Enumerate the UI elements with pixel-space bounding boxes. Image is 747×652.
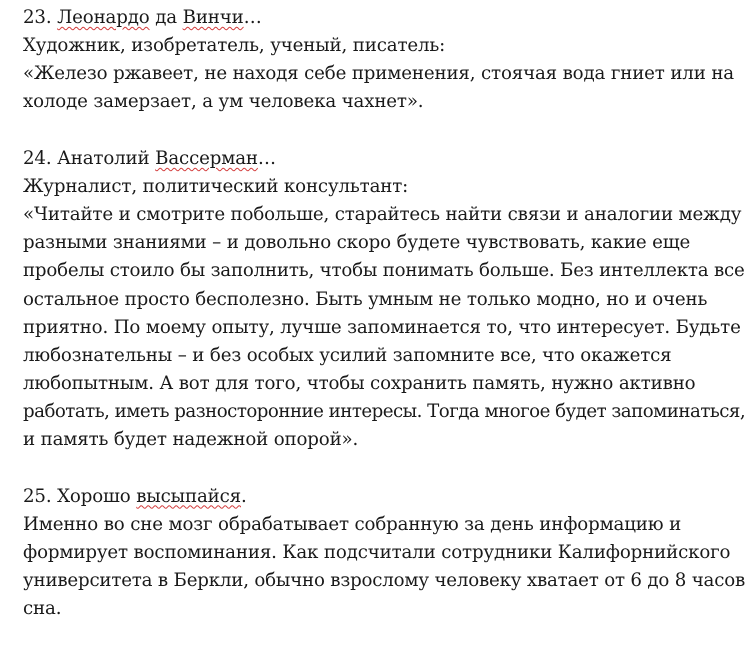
text-line: и память будет надежной опорой». xyxy=(23,429,359,451)
entry-number: 25. xyxy=(23,485,52,507)
document-body xyxy=(23,4,745,652)
entry-23 xyxy=(23,4,745,117)
text-line: приятно. По моему опыту, лучше запоминается то, что интересует. Будьте xyxy=(23,316,741,338)
spellcheck-word: высыпайся xyxy=(136,485,241,507)
text-line: любознательны – и без особых усилий запомните все, что окажется xyxy=(23,344,672,366)
text-line: сна. xyxy=(23,598,62,620)
entry-number: 23. xyxy=(23,7,52,28)
entry-role: Художник, изобретатель, ученый, писатель: xyxy=(23,35,446,57)
heading-word: Хорошо xyxy=(57,485,131,507)
spellcheck-word: Вассерман xyxy=(155,147,258,169)
heading-suffix: … xyxy=(257,147,276,169)
text-line: любопытным. А вот для того, чтобы сохранить память, нужно активно xyxy=(23,373,696,395)
entry-heading xyxy=(23,4,745,32)
text-line: остальное просто бесполезно. Быть умным не только модно, но и очень xyxy=(23,288,708,310)
text-line: пробелы стоило бы заполнить, чтобы понимать больше. Без интеллекта все xyxy=(23,260,745,282)
text-line: работать, иметь разносторонние интересы. Тогда многое будет запоминаться, xyxy=(23,401,746,423)
text-line: университета в Беркли, обычно взрослому человеку хватает от 6 до 8 часов xyxy=(23,570,745,592)
heading-word: да xyxy=(155,7,177,28)
entry-heading xyxy=(23,145,745,173)
text-line: разными знаниями – и довольно скоро будете чувствовать, какие еще xyxy=(23,232,691,254)
text-line: холоде замерзает, а ум человека чахнет». xyxy=(23,91,424,113)
spellcheck-word: Винчи xyxy=(182,7,244,28)
heading-word: Анатолий xyxy=(57,147,150,169)
entry-24 xyxy=(23,145,745,455)
entry-number: 24. xyxy=(23,147,52,169)
text-line: Именно во сне мозг обрабатывает собранную за день информацию и xyxy=(23,513,682,535)
entry-25 xyxy=(23,483,745,624)
entry-heading xyxy=(23,483,745,511)
text-line: «Читайте и смотрите побольше, старайтесь найти связи и аналогии между xyxy=(23,204,742,226)
text-line: формирует воспоминания. Как подсчитали сотрудники Калифорнийского xyxy=(23,541,731,563)
heading-suffix: … xyxy=(243,7,262,28)
spellcheck-word: Леонардо xyxy=(57,7,150,28)
entry-role: Журналист, политический консультант: xyxy=(23,175,409,197)
text-line: «Железо ржавеет, не находя себе применения, стоячая вода гниет или на xyxy=(23,63,734,85)
heading-suffix: . xyxy=(241,485,247,507)
